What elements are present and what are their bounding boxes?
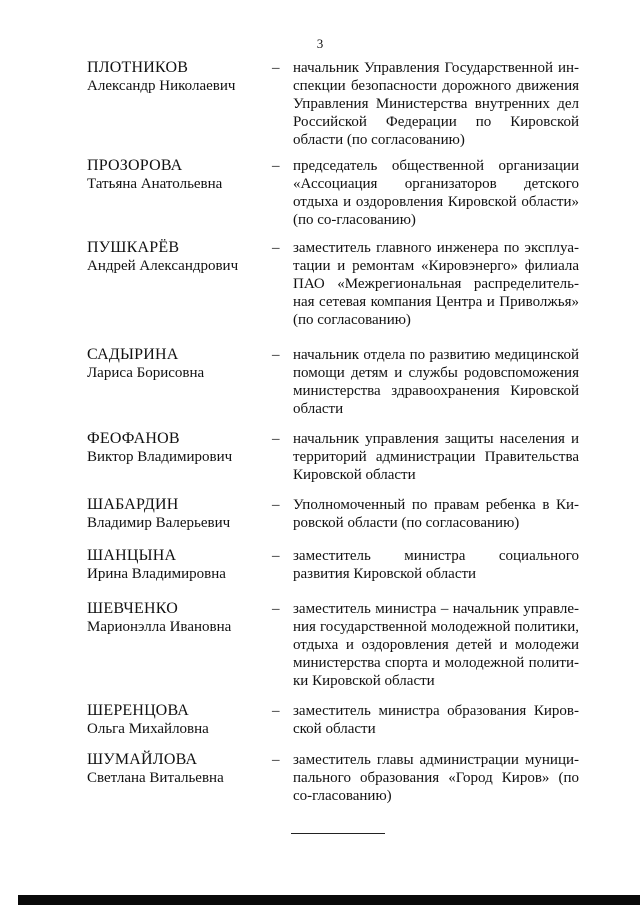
member-given-name: Андрей Александрович	[87, 258, 239, 274]
dash-separator: –	[272, 240, 280, 256]
member-given-name: Марионэлла Ивановна	[87, 619, 232, 635]
scan-edge-bar	[18, 895, 640, 905]
member-position: начальник управления защиты населения и территорий администрации Правительства Кировской области	[293, 431, 579, 483]
member-surname: САДЫРИНА	[87, 346, 179, 363]
member-position: заместитель министра образования Киров-ской области	[293, 703, 579, 737]
member-given-name: Татьяна Анатольевна	[87, 176, 223, 192]
member-position: председатель общественной организации «Ассоциация организаторов детского отдыха и оздоровления Кировской области» (по со-гласованию)	[293, 158, 579, 228]
member-given-name: Лариса Борисовна	[87, 365, 205, 381]
member-position: начальник Управления Государственной ин-спекции безопасности дорожного движения Управления Министерства внутренних дел Российской Федерации по Кировской области (по согласованию)	[293, 60, 579, 148]
member-surname: ШЕВЧЕНКО	[87, 600, 178, 617]
end-rule	[291, 833, 385, 834]
member-surname: ШЕРЕНЦОВА	[87, 702, 190, 719]
member-given-name: Ирина Владимировна	[87, 566, 226, 582]
dash-separator: –	[272, 703, 280, 719]
dash-separator: –	[272, 601, 280, 617]
dash-separator: –	[272, 497, 280, 513]
member-surname: ФЕОФАНОВ	[87, 430, 180, 447]
member-surname: ШАНЦЫНА	[87, 547, 177, 564]
member-position: Уполномоченный по правам ребенка в Ки-ровской области (по согласованию)	[293, 497, 579, 531]
dash-separator: –	[272, 347, 280, 363]
member-position: заместитель главного инженера по эксплуа-тации и ремонтам «Кировэнерго» филиала ПАО «Межрегиональная распределитель-ная сетевая компания Центра и Приволжья» (по согласованию)	[293, 240, 579, 328]
member-surname: ПРОЗОРОВА	[87, 157, 183, 174]
member-given-name: Владимир Валерьевич	[87, 515, 231, 531]
dash-separator: –	[272, 431, 280, 447]
member-position: заместитель министра социального развития Кировской области	[293, 548, 579, 582]
member-given-name: Светлана Витальевна	[87, 770, 224, 786]
member-given-name: Ольга Михайловна	[87, 721, 209, 737]
dash-separator: –	[272, 60, 280, 76]
member-position: заместитель главы администрации муници-пального образования «Город Киров» (по со-гласованию)	[293, 752, 579, 804]
member-position: заместитель министра – начальник управле-ния государственной молодежной политики, отдыха и оздоровления детей и молодежи министерства спорта и молодежной полити-ки Кировской области	[293, 601, 579, 689]
member-position: начальник отдела по развитию медицинской помощи детям и службы родовспоможения министерства здравоохранения Кировской области	[293, 347, 579, 417]
member-surname: ШУМАЙЛОВА	[87, 751, 198, 768]
dash-separator: –	[272, 548, 280, 564]
dash-separator: –	[272, 752, 280, 768]
member-given-name: Виктор Владимирович	[87, 449, 233, 465]
member-surname: ПЛОТНИКОВ	[87, 59, 189, 76]
page-number: 3	[316, 36, 324, 51]
member-surname: ПУШКАРЁВ	[87, 239, 180, 256]
dash-separator: –	[272, 158, 280, 174]
member-surname: ШАБАРДИН	[87, 496, 179, 513]
member-given-name: Александр Николаевич	[87, 78, 236, 94]
